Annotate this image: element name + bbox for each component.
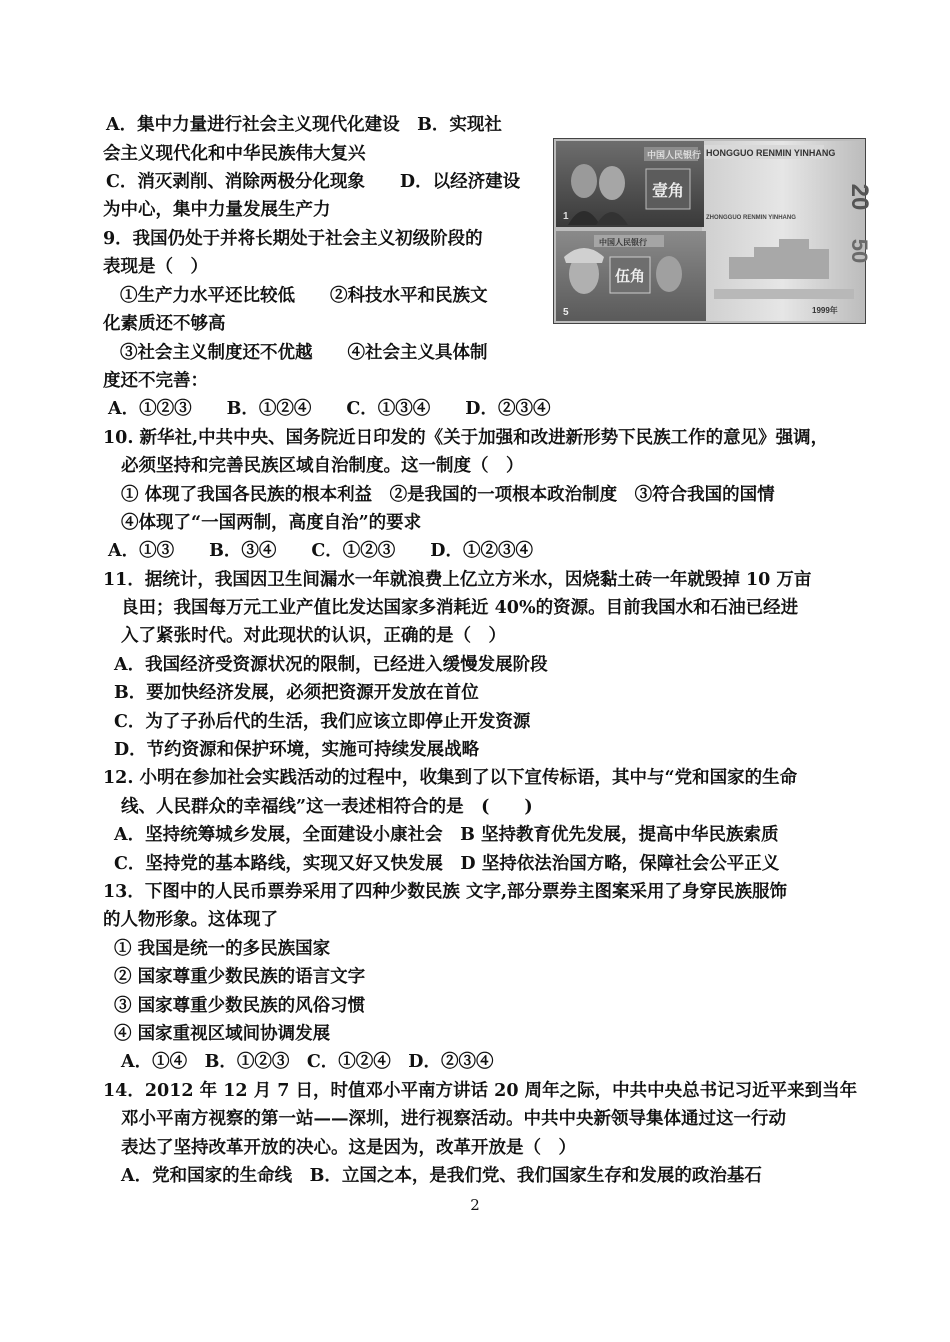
note3-pinyin-small: ZHONGGUO RENMIN YINHANG (706, 215, 796, 221)
note1-denomination: 壹角 (651, 181, 685, 200)
text-line: 良田；我国每万元工业产值比发达国家多消耗近 40%的资源。目前我国水和石油已经进 (121, 598, 799, 618)
text-line: A．坚持统筹城乡发展，全面建设小康社会 B 坚持教育优先发展，提高中华民族索质 (114, 825, 779, 845)
note3-value-top: 20 (846, 183, 873, 211)
text-line: C．消灭剥削、消除两极分化现象 D．以经济建设 (106, 172, 521, 192)
banknote-photo (553, 138, 873, 324)
option-b: B．要加快经济发展，必须把资源开发放在首位 (114, 683, 479, 703)
text-line: A．集中力量进行社会主义现代化建设 B．实现社 (106, 115, 502, 135)
text-line: ② 国家尊重少数民族的语言文字 (114, 967, 366, 987)
text-line: C．坚持党的基本路线，实现又好又快发展 D 坚持依法治国方略，保障社会公平正义 (114, 854, 780, 874)
text-line: ④ 国家重视区域间协调发展 (114, 1024, 331, 1044)
question-10-stem: 10. 新华社,中共中央、国务院近日印发的《关于加强和改进新形势下民族工作的意见》强调， (103, 428, 829, 448)
text-line: 的人物形象。这体现了 (103, 910, 278, 930)
note3-value: 50 (847, 238, 872, 264)
text-line: ① 我国是统一的多民族国家 (114, 939, 331, 959)
text-line: ①生产力水平还比较低 ②科技水平和民族文 (120, 286, 488, 306)
text-line: ③ 国家尊重少数民族的风俗习惯 (114, 996, 366, 1016)
text-line: 度还不完善： (103, 371, 208, 391)
note3-pinyin: HONGGUO RENMIN YINHANG (706, 148, 836, 158)
text-line: 表现是（ ） (103, 257, 208, 277)
text-line: A．党和国家的生命线 B．立国之本，是我们党、我们国家生存和发展的政治基石 (121, 1166, 762, 1186)
text-line: 邓小平南方视察的第一站——深圳，进行视察活动。中共中央新领导集体通过这一行动 (121, 1109, 786, 1129)
note1-header: 中国人民银行 (647, 151, 702, 161)
text-line: ① 体现了我国各民族的根本利益 ②是我国的一项根本政治制度 ③符合我国的国情 (121, 485, 775, 505)
portrait-right (599, 166, 625, 200)
text-line: 表达了坚持改革开放的决心。这是因为，改革开放是（ ） (121, 1138, 576, 1158)
portrait-right-2 (656, 256, 682, 292)
text-line: 必须坚持和完善民族区域自治制度。这一制度（ ） (121, 456, 524, 476)
page-number: 2 (470, 1196, 480, 1214)
question-10-options: A．①③ B．③④ C．①②③ D．①②③④ (108, 541, 533, 561)
option-a: A．我国经济受资源状况的限制，已经进入缓慢发展阶段 (114, 655, 548, 675)
text-line: 入了紧张时代。对此现状的认识，正确的是（ ） (121, 626, 506, 646)
question-9-stem: 9．我国仍处于并将长期处于社会主义初级阶段的 (103, 229, 483, 249)
text-line: ④体现了“一国两制，高度自治”的要求 (121, 513, 422, 533)
question-14-stem: 14．2012 年 12 月 7 日，时值邓小平南方讲话 20 周年之际，中共中央总书记习近平来到当年 (103, 1081, 858, 1101)
question-13-stem: 13．下图中的人民币票券采用了四种少数民族 文字,部分票券主图案采用了身穿民族服饰 (103, 882, 788, 902)
text-line: 会主义现代化和中华民族伟大复兴 (103, 144, 366, 164)
question-12-stem: 12. 小明在参加社会实践活动的过程中，收集到了以下宣传标语，其中与“党和国家的生命 (103, 768, 798, 788)
portrait-left (571, 164, 597, 198)
text-line: 为中心，集中力量发展生产力 (103, 200, 331, 220)
question-11-stem: 11．据统计，我国因卫生间漏水一年就浪费上亿立方米水，因烧黏土砖一年就毁掉 10 万亩 (103, 570, 812, 590)
note3-year: 1999年 (812, 306, 838, 315)
note2-header: 中国人民银行 (599, 238, 647, 247)
text-line: 线、人民群众的幸福线”这一表述相符合的是 ( ) (121, 797, 533, 817)
option-d: D．节约资源和保护环境，实施可持续发展战略 (114, 740, 480, 760)
question-13-options: A．①④ B．①②③ C．①②④ D．②③④ (121, 1052, 494, 1072)
question-9-options: A．①②③ B．①②④ C．①③④ D．②③④ (108, 399, 551, 419)
text-line: 化素质还不够高 (103, 314, 226, 334)
note2-corner: 5 (563, 307, 569, 318)
text-line: ③社会主义制度还不优越 ④社会主义具体制 (120, 343, 488, 363)
note2-denomination: 伍角 (614, 267, 646, 285)
note1-corner: 1 (563, 211, 569, 222)
option-c: C．为了子孙后代的生活，我们应该立即停止开发资源 (114, 712, 531, 732)
